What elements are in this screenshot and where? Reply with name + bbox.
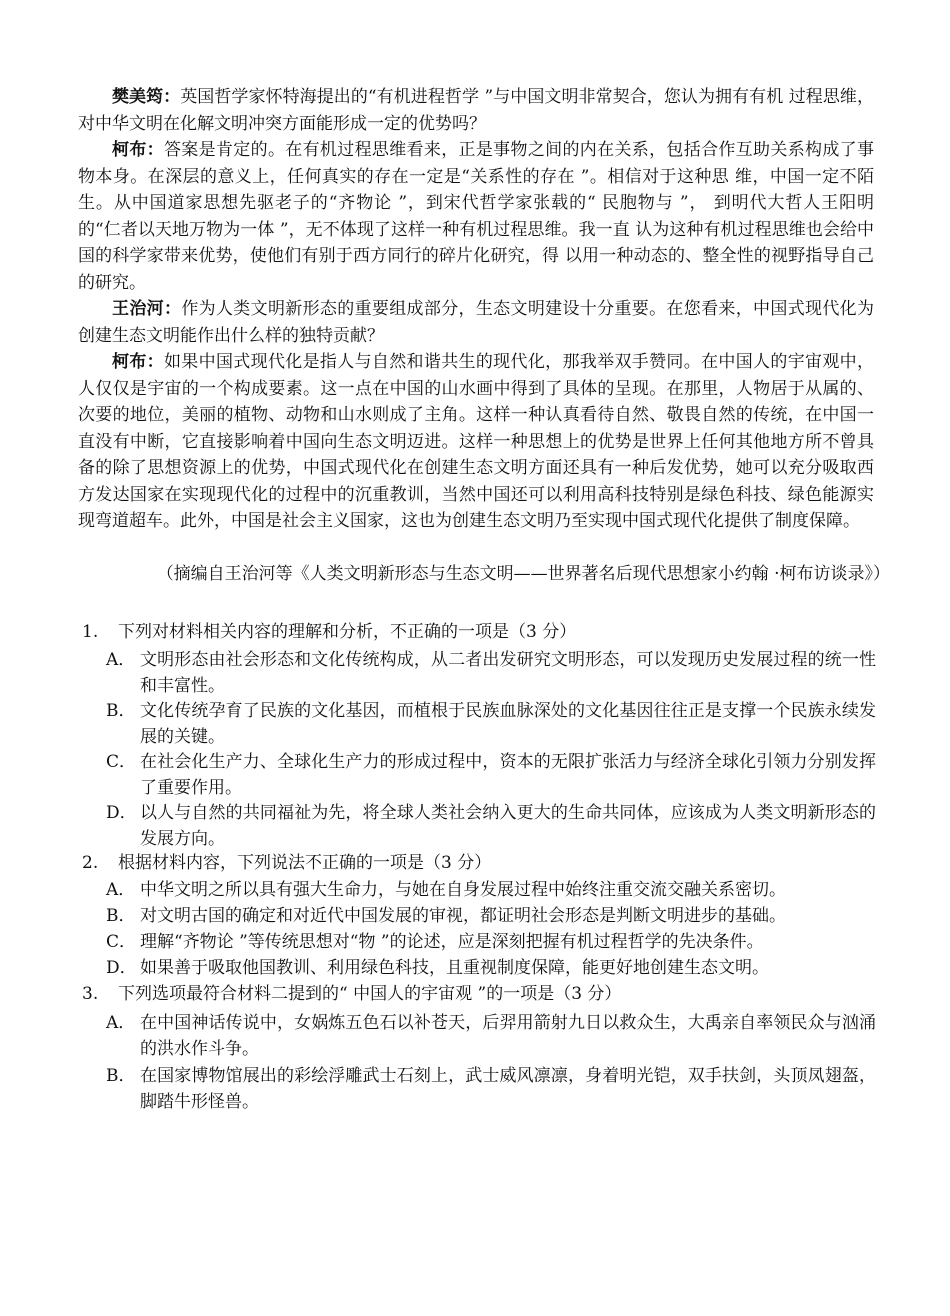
- option-label: A．: [106, 880, 136, 900]
- option-label: A．: [106, 650, 136, 670]
- option-label: B．: [106, 701, 136, 721]
- question-number: 2.: [82, 853, 99, 873]
- answer-option[interactable]: [106, 647, 876, 699]
- question-text: 下列选项最符合材料二提到的“ 中国人的宇宙观 ”的一项是（3 分）: [118, 984, 622, 1004]
- answer-option[interactable]: [106, 903, 876, 929]
- option-label: B．: [106, 906, 136, 926]
- speaker-label: 柯布：: [112, 140, 164, 160]
- option-label: D．: [106, 803, 137, 823]
- option-text: 在中国神话传说中，女娲炼五色石以补苍天，后羿用箭射九日以救众生，大禹亲自率领民众与汹涌的洪水作斗争。: [140, 1013, 876, 1059]
- answer-option[interactable]: [106, 749, 876, 801]
- option-label: A．: [106, 1013, 136, 1033]
- speaker-label: 柯布：: [112, 352, 164, 372]
- question-number: 3.: [82, 984, 99, 1004]
- answer-option[interactable]: [106, 1010, 876, 1062]
- option-text: 以人与自然的共同福祉为先，将全球人类社会纳入更大的生命共同体，应该成为人类文明新形态的发展方向。: [140, 803, 876, 849]
- option-text: 在国家博物馆展出的彩绘浮雕武士石刻上，武士威风凛凛，身着明光铠，双手扶剑，头顶凤翅盔，脚踏牛形怪兽。: [140, 1066, 876, 1112]
- dialogue-paragraph: [78, 296, 874, 349]
- answer-option[interactable]: [106, 929, 876, 955]
- answer-option[interactable]: [106, 1063, 876, 1115]
- option-text: 理解“齐物论 ”等传统思想对“物 ”的论述，应是深刻把握有机过程哲学的先决条件。: [140, 932, 764, 952]
- dialogue-text: 作为人类文明新形态的重要组成部分，生态文明建设十分重要。在您看来，中国式现代化为创建生态文明能作出什么样的独特贡献？: [78, 299, 875, 346]
- option-text: 文化传统孕育了民族的文化基因，而植根于民族血脉深处的文化基因往往正是支撑一个民族永续发展的关键。: [140, 701, 876, 747]
- option-text: 中华文明之所以具有强大生命力，与她在自身发展过程中始终注重交流交融关系密切。: [140, 880, 786, 900]
- dialogue-text: 如果中国式现代化是指人与自然和谐共生的现代化，那我举双手赞同。在中国人的宇宙观中，人仅仅是宇宙的一个构成要素。这一点在中国的山水画中得到了具体的呈现。在那里，人物居于从属的、次要的地位，美丽的植物、动物和山水则成了主角。这样一种认真看待自然、敬畏自然的传统，在中国一直没有中断，它直接影响着中国向生态文明迈进。这样一种思想上的优势是世界上任何其他地方所不曾具备的除了思想资源上的优势，中国式现代化在创建生态文明方面还具有一种后发优势，她可以充分吸取西方发达国家在实现现代化的过程中的沉重教训，当然中国还可以利用高科技特别是绿色科技、绿色能源实现弯道超车。此外，中国是社会主义国家，这也为创建生态文明乃至实现中国式现代化提供了制度保障。: [78, 352, 875, 531]
- question-text: 根据材料内容，下列说法不正确的一项是（3 分）: [118, 853, 492, 873]
- dialogue-paragraph: [78, 84, 874, 137]
- source-citation: （摘编自王治河等《人类文明新形态与生态文明——世界著名后现代思想家小约翰 ·柯布访谈录》）: [156, 564, 890, 584]
- option-text: 对文明古国的确定和对近代中国发展的审视，都证明社会形态是判断文明进步的基础。: [140, 906, 786, 926]
- question-number: 1.: [82, 622, 99, 642]
- option-label: C．: [106, 932, 137, 952]
- dialogue-paragraph: [78, 349, 874, 535]
- option-text: 文明形态由社会形态和文化传统构成，从二者出发研究文明形态，可以发现历史发展过程的统一性和丰富性。: [140, 650, 876, 696]
- option-text: 在社会化生产力、全球化生产力的形成过程中，资本的无限扩张活力与经济全球化引领力分别发挥了重要作用。: [140, 752, 876, 798]
- answer-option[interactable]: [106, 877, 876, 903]
- answer-option[interactable]: [106, 955, 876, 981]
- speaker-label: 樊美筠：: [112, 87, 181, 107]
- option-label: C．: [106, 752, 137, 772]
- option-label: B．: [106, 1066, 136, 1086]
- option-label: D．: [106, 958, 137, 978]
- answer-option[interactable]: [106, 698, 876, 750]
- dialogue-text: 英国哲学家怀特海提出的“有机进程哲学 ”与中国文明非常契合，您认为拥有有机 过程思维，对中华文明在化解文明冲突方面能形成一定的优势吗？: [78, 87, 874, 134]
- speaker-label: 王治河：: [112, 299, 182, 319]
- dialogue-paragraph: [78, 137, 874, 296]
- question-text: 下列对材料相关内容的理解和分析，不正确的一项是（3 分）: [118, 622, 577, 642]
- dialogue-text: 答案是肯定的。在有机过程思维看来，正是事物之间的内在关系，包括合作互助关系构成了事物本身。在深层的意义上，任何真实的存在一定是“关系性的存在 ”。相信对于这种思 维，中国一定不陌生。从中国道家思想先驱老子的“齐物论 ”，到宋代哲学家张载的“ 民胞物与 ”， 到明代大哲人王阳明的“仁者以天地万物为一体 ”，无不体现了这样一种有机过程思维。我一直 认为这种有机过程思维也会给中国的科学家带来优势，使他们有别于西方同行的碎片化研究，得 以用一种动态的、整全性的视野指导自己的研究。: [78, 140, 875, 293]
- answer-option[interactable]: [106, 800, 876, 852]
- option-text: 如果善于吸取他国教训、利用绿色科技，且重视制度保障，能更好地创建生态文明。: [140, 958, 769, 978]
